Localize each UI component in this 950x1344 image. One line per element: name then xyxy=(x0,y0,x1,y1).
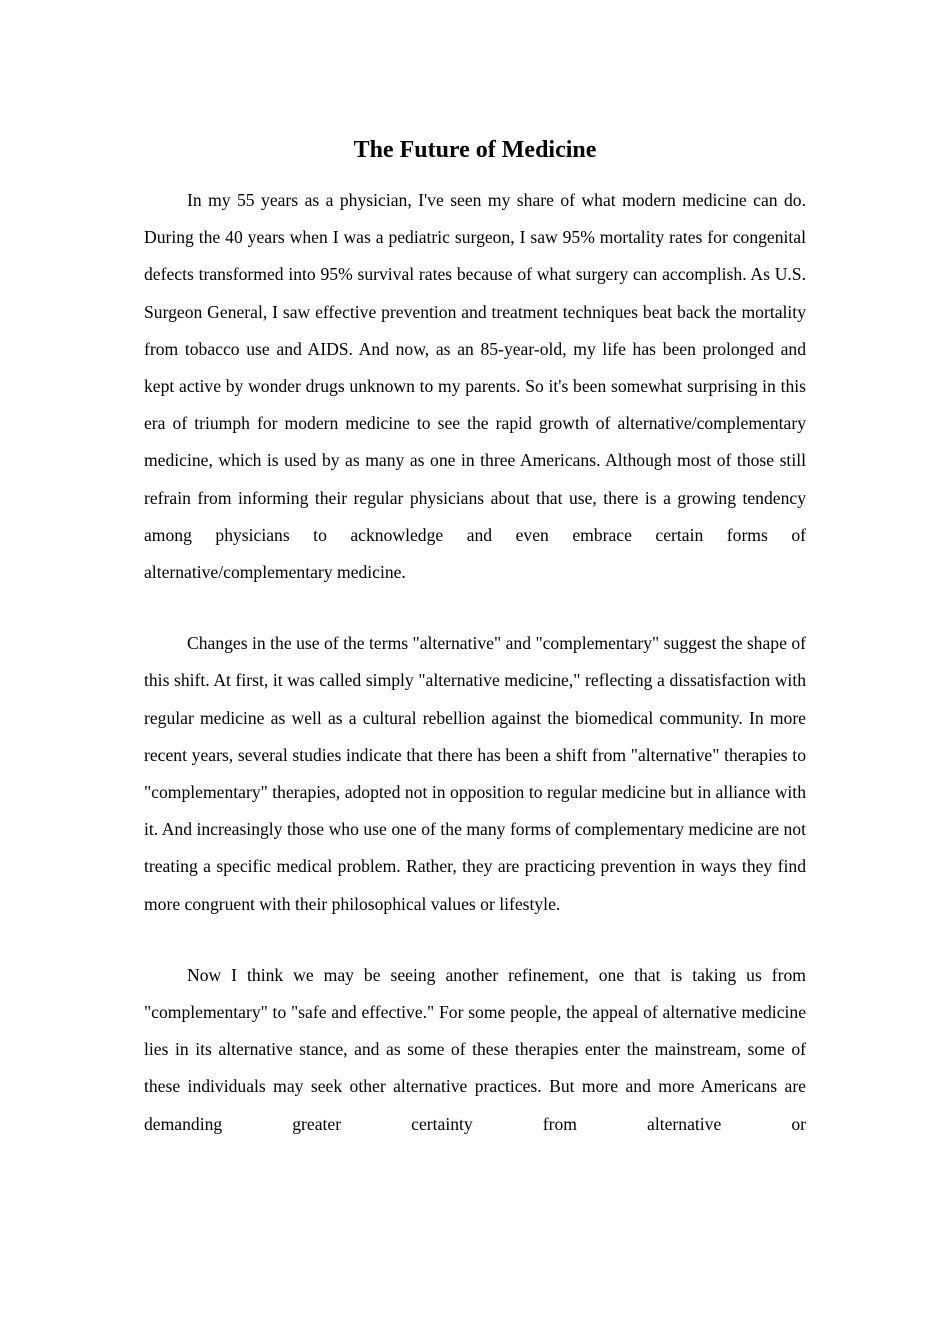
paragraph-2: Changes in the use of the terms "alternative" and "complementary" suggest the shape of this shift. At first, it was called simply "alternative medicine," reflecting a dissatisfaction with regular medicine as well as a cultural rebellion against the biomedical community. In more recent years, several studies indicate that there has been a shift from "alternative" therapies to "complementary" therapies, adopted not in opposition to regular medicine but in alliance with it. And increasingly those who use one of the many forms of complementary medicine are not treating a specific medical problem. Rather, they are practicing prevention in ways they find more congruent with their philosophical values or lifestyle. xyxy=(144,633,806,914)
paragraph-3: Now I think we may be seeing another refinement, one that is taking us from "complementary" to "safe and effective." For some people, the appeal of alternative medicine lies in its alternative stance, and as some of these therapies enter the mainstream, some of these individuals may seek other alternative practices. But more and more Americans are demanding greater certainty from alternative or xyxy=(144,964,806,1134)
document-body xyxy=(144,182,806,1177)
paragraph-1: In my 55 years as a physician, I've seen my share of what modern medicine can do. During the 40 years when I was a pediatric surgeon, I saw 95% mortality rates for congenital defects transformed into 95% survival rates because of what surgery can accomplish. As U.S. Surgeon General, I saw effective prevention and treatment techniques beat back the mortality from tobacco use and AIDS. And now, as an 85-year-old, my life has been prolonged and kept active by wonder drugs unknown to my parents. So it's been somewhat surprising in this era of triumph for modern medicine to see the rapid growth of alternative/complementary medicine, which is used by as many as one in three Americans. Although most of those still refrain from informing their regular physicians about that use, there is a growing tendency among physicians to acknowledge and even embrace certain forms of alternative/complementary medicine. xyxy=(144,190,806,583)
document-title: The Future of Medicine xyxy=(353,137,597,163)
